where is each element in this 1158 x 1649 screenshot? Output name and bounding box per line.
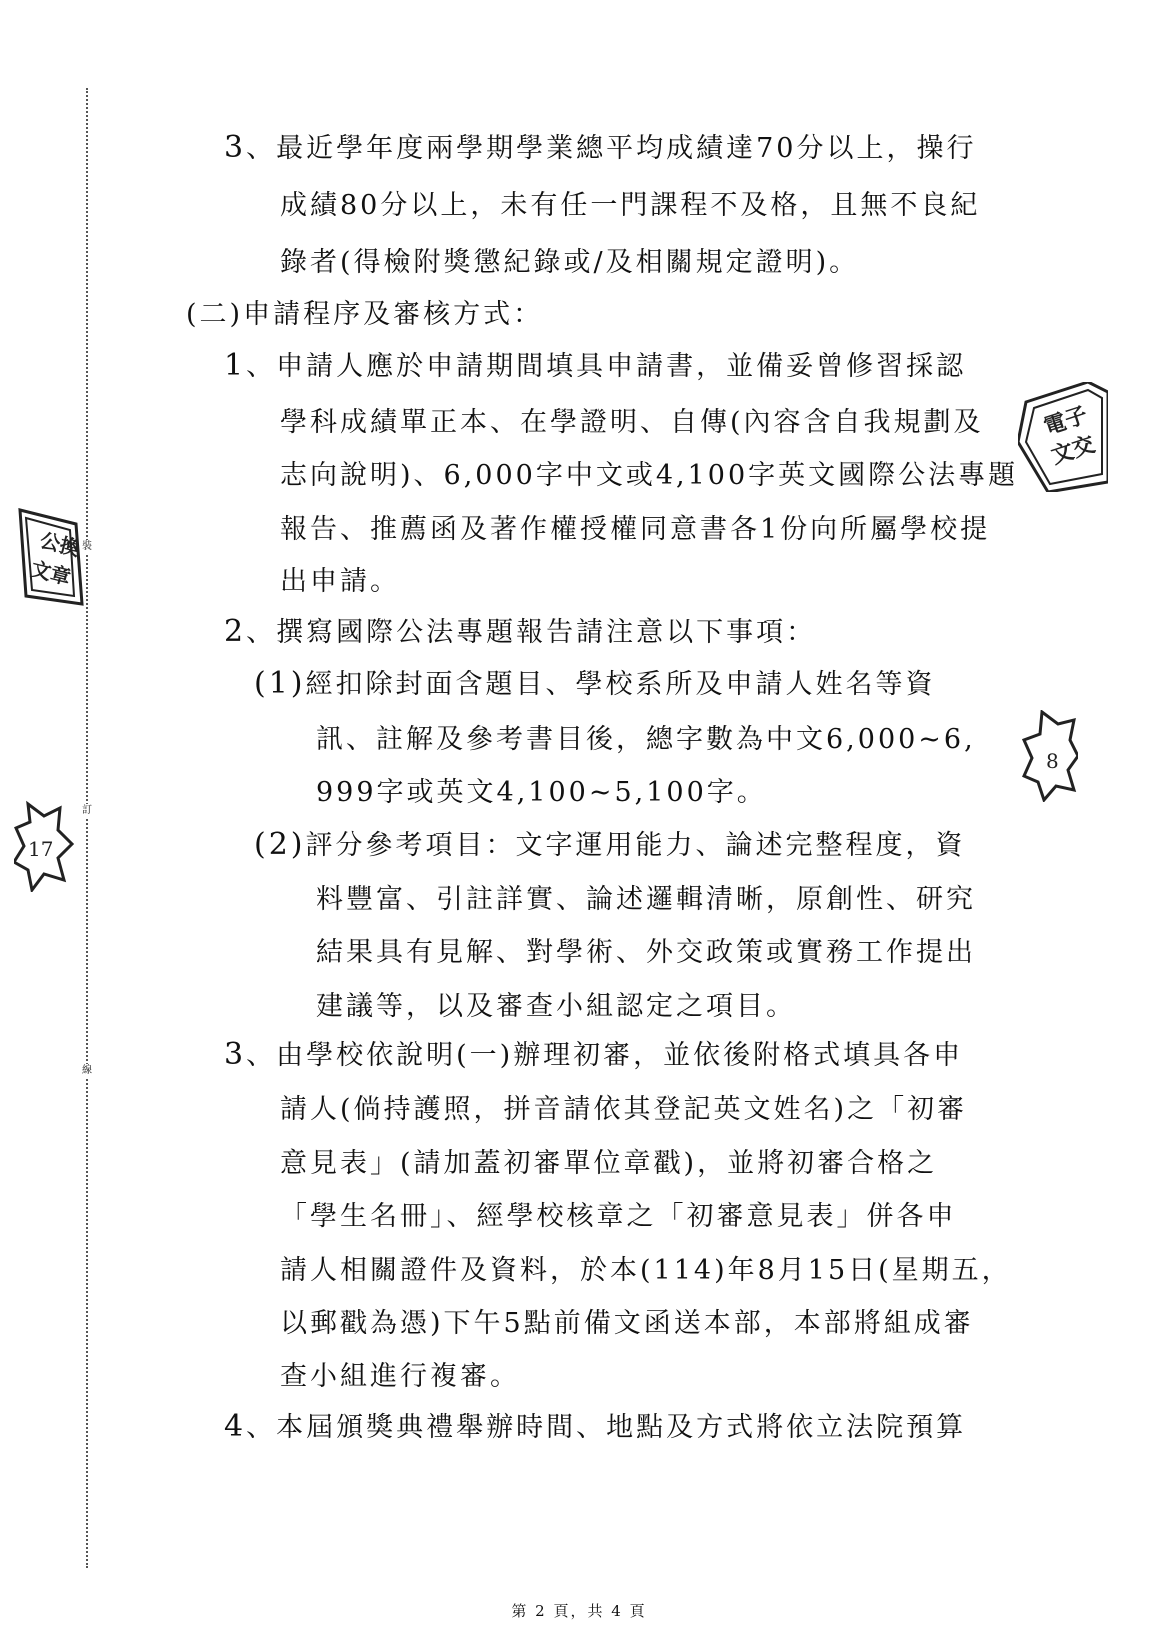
binding-label-xian: 線 (82, 1065, 92, 1076)
binding-label-ding: 訂 (82, 805, 92, 816)
svg-text:公換: 公換 (37, 527, 83, 561)
text-line: 報告、推薦函及著作權授權同意書各1份向所屬學校提 (280, 514, 991, 545)
text-line: 結果具有見解、對學術、外交政策或實務工作提出 (316, 937, 976, 968)
svg-text:8: 8 (1046, 749, 1059, 773)
svg-text:文交: 文交 (1048, 431, 1099, 470)
item-number: 1 (224, 348, 247, 383)
subitem-number: (2) (254, 827, 306, 862)
text-line: 999字或英文4,100~5,100字。 (316, 777, 767, 808)
item-text: 、撰寫國際公法專題報告請注意以下事項： (246, 617, 817, 648)
text-line: 以郵戳為憑)下午5點前備文函送本部，本部將組成審 (280, 1308, 974, 1339)
item-1-application (224, 344, 966, 383)
exchange-stamp-top-right (1018, 382, 1108, 492)
item-4-ceremony (224, 1405, 966, 1444)
item-number: 2 (224, 614, 247, 649)
binding-label-zhuang: 裝 (82, 541, 92, 552)
text-line: 志向說明)、6,000字中文或4,100字英文國際公法專題 (280, 460, 1019, 491)
text-line: 學科成績單正本、在學證明、自傳(內容含自我規劃及 (280, 407, 984, 438)
subitem-1 (254, 662, 936, 701)
text-line: 錄者(得檢附獎懲紀錄或/及相關規定證明)。 (280, 247, 860, 278)
item-2-report-notes (224, 610, 816, 649)
page-footer: 第 2 頁，共 4 頁 (511, 1602, 647, 1620)
page-number-seal-left (14, 800, 76, 892)
text-line: 建議等，以及審查小組認定之項目。 (316, 991, 796, 1022)
text-line: 「學生名冊」、經學校核章之「初審意見表」併各申 (280, 1201, 957, 1232)
subitem-number: (1) (254, 666, 306, 701)
binding-dotted-line (86, 88, 88, 1568)
item-text: 、申請人應於申請期間填具申請書，並備妥曾修習採認 (246, 351, 967, 382)
section-heading: (二)申請程序及審核方式： (186, 299, 544, 330)
exchange-stamp-left (16, 500, 88, 610)
text-line: 成績80分以上，未有任一門課程不及格，且無不良紀 (280, 190, 981, 221)
item-number: 3 (224, 1037, 247, 1072)
item-text: 、由學校依說明(一)辦理初審，並依後附格式填具各申 (246, 1040, 964, 1071)
text-line: 請人(倘持護照，拼音請依其登記英文姓名)之「初審 (280, 1094, 968, 1125)
text-line: 請人相關證件及資料，於本(114)年8月15日(星期五， (280, 1255, 1012, 1286)
item-number: 4 (224, 1409, 247, 1444)
subitem-2 (254, 823, 966, 862)
subitem-text: 經扣除封面含題目、學校系所及申請人姓名等資 (305, 669, 936, 700)
text-line: 意見表」(請加蓋初審單位章戳)，並將初審合格之 (280, 1148, 938, 1179)
text-line: 查小組進行複審。 (280, 1361, 520, 1392)
page-number-seal-right (1022, 710, 1078, 802)
svg-text:17: 17 (28, 837, 54, 861)
text-line: 料豐富、引註詳實、論述邏輯清晰，原創性、研究 (316, 884, 976, 915)
svg-text:電子: 電子 (1040, 401, 1091, 441)
item-3-qualification (224, 126, 976, 165)
item-3-review (224, 1033, 963, 1072)
text-line: 出申請。 (280, 566, 400, 597)
svg-text:文章: 文章 (28, 556, 74, 590)
text-line: 訊、註解及參考書目後，總字數為中文6,000~6, (316, 724, 976, 755)
item-number: 3 (224, 130, 247, 165)
subitem-text: 評分參考項目：文字運用能力、論述完整程度，資 (305, 830, 966, 861)
item-text: 、最近學年度兩學期學業總平均成績達70分以上，操行 (246, 133, 977, 164)
item-text: 、本屆頒獎典禮舉辦時間、地點及方式將依立法院預算 (246, 1412, 967, 1443)
